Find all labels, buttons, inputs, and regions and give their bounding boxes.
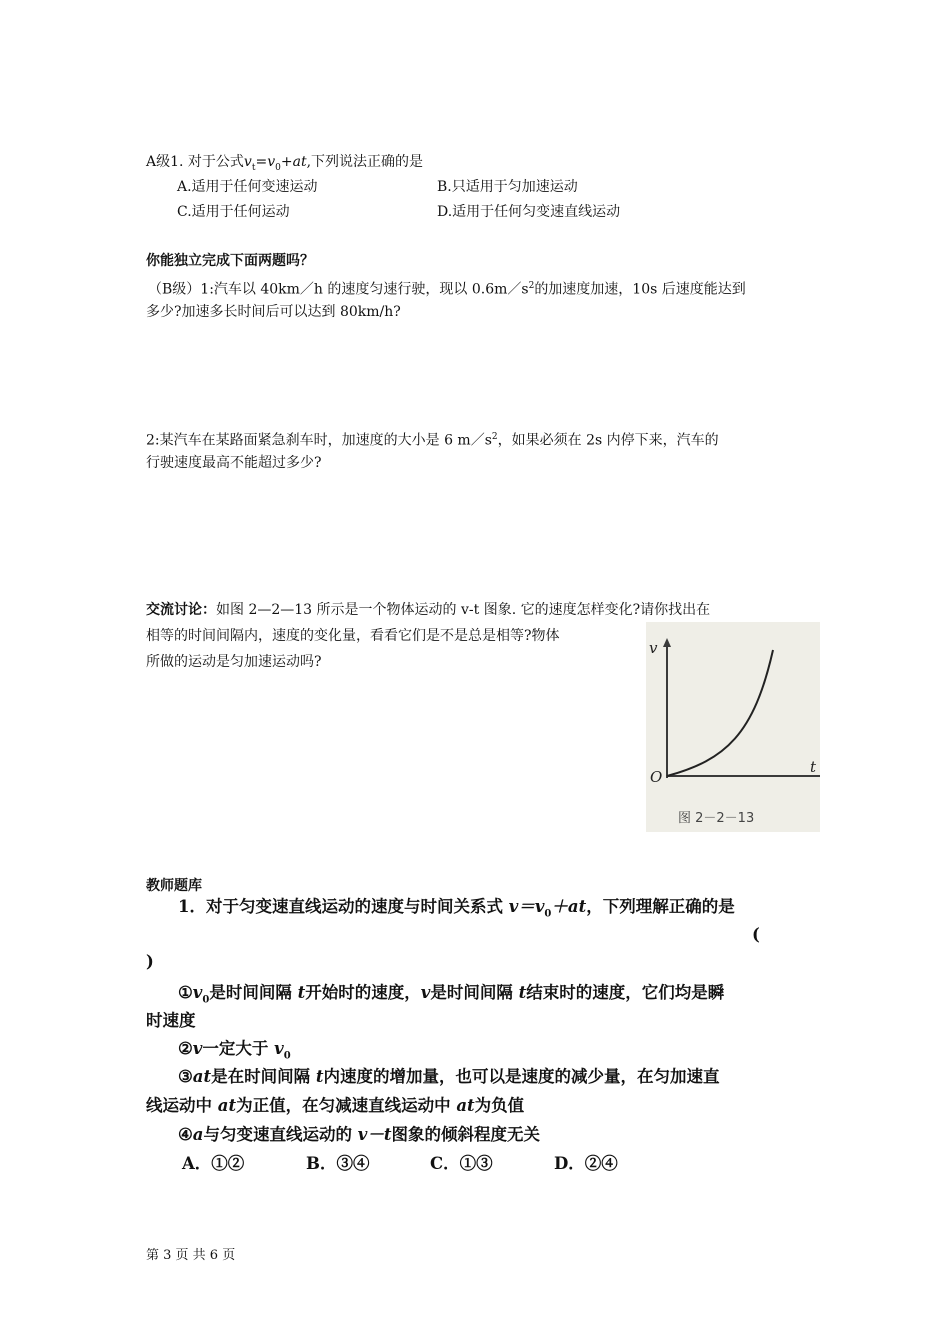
t-axis-label: t (810, 758, 817, 776)
page-footer: 第 3 页 共 6 页 (146, 1248, 236, 1263)
b-level-question-2-line1: 2:某汽车在某路面紧急刹车时，加速度的大小是 6 $m/s^2$，如果必须在 2s 内停下来，汽车的 (146, 432, 719, 449)
b-level-question-1-line2: 多少?加速多长时间后可以达到 80km/h? (146, 304, 401, 320)
option-a: A.适用于任何变速运动 (177, 179, 318, 195)
teacher-question-1-stem: 1．对于匀变速直线运动的速度与时间关系式 $v=v_0+at$，下列理解正确的是 (178, 897, 735, 920)
v-axis-label: v (649, 639, 658, 657)
origin-label: O (650, 768, 663, 786)
answer-paren-close: ) (146, 952, 154, 971)
section-heading: 你能独立完成下面两题吗？ (146, 253, 314, 269)
b-level-question-2-line2: 行驶速度最高不能超过多少? (146, 455, 322, 471)
option-d: D.适用于任何匀变速直线运动 (437, 204, 621, 220)
discussion-label: 交流讨论： (146, 602, 216, 618)
statement-3: ③at是在时间间隔 t内速度的增加量，也可以是速度的减少量，在匀加速直 (178, 1067, 720, 1086)
discussion-line3: 所做的运动是匀加速运动吗? (146, 654, 322, 670)
option-c: C.适用于任何运动 (177, 204, 290, 220)
answer-option-d: D．②④ (554, 1154, 618, 1173)
statement-4: ④a与匀变速直线运动的 v－t图象的倾斜程度无关 (178, 1125, 540, 1144)
option-b: B.只适用于匀加速运动 (437, 179, 578, 195)
statement-1-line2: 时速度 (146, 1011, 196, 1030)
teacher-bank-heading: 教师题库 (146, 878, 202, 894)
figure-background (646, 622, 820, 832)
vt-graph (646, 622, 820, 832)
figure-caption: 图 2－2－13 (678, 811, 755, 826)
answer-option-a: A．①② (182, 1154, 245, 1173)
question-a1-stem: A级1. 对于公式$v_t=v_0+at$,下列说法正确的是 (146, 154, 424, 173)
statement-2: ②v一定大于 $v_0$ (178, 1039, 291, 1062)
answer-option-b: B．③④ (306, 1154, 370, 1173)
answer-option-c: C．①③ (430, 1154, 493, 1173)
vt-graph-figure (646, 622, 820, 832)
statement-3-line2: 线运动中 at为正值，在匀减速直线运动中 at为负值 (146, 1096, 525, 1115)
answer-paren-open: ( (752, 925, 760, 944)
b-level-question-1-line1: （B级）1:汽车以 40km／h 的速度匀速行驶，现以 $0.6m/s^2$的加速度加速，10s 后速度能达到 (148, 281, 746, 298)
discussion-line1: 交流讨论：如图 2—2—13 所示是一个物体运动的 v-t 图象. 它的速度怎样变化?请你找出在 (146, 602, 711, 618)
discussion-line2: 相等的时间间隔内，速度的变化量，看看它们是不是总是相等?物体 (146, 628, 560, 644)
statement-1: $①v_0$是时间间隔 t开始时的速度，v是时间间隔 t结束时的速度，它们均是瞬 (178, 983, 725, 1006)
